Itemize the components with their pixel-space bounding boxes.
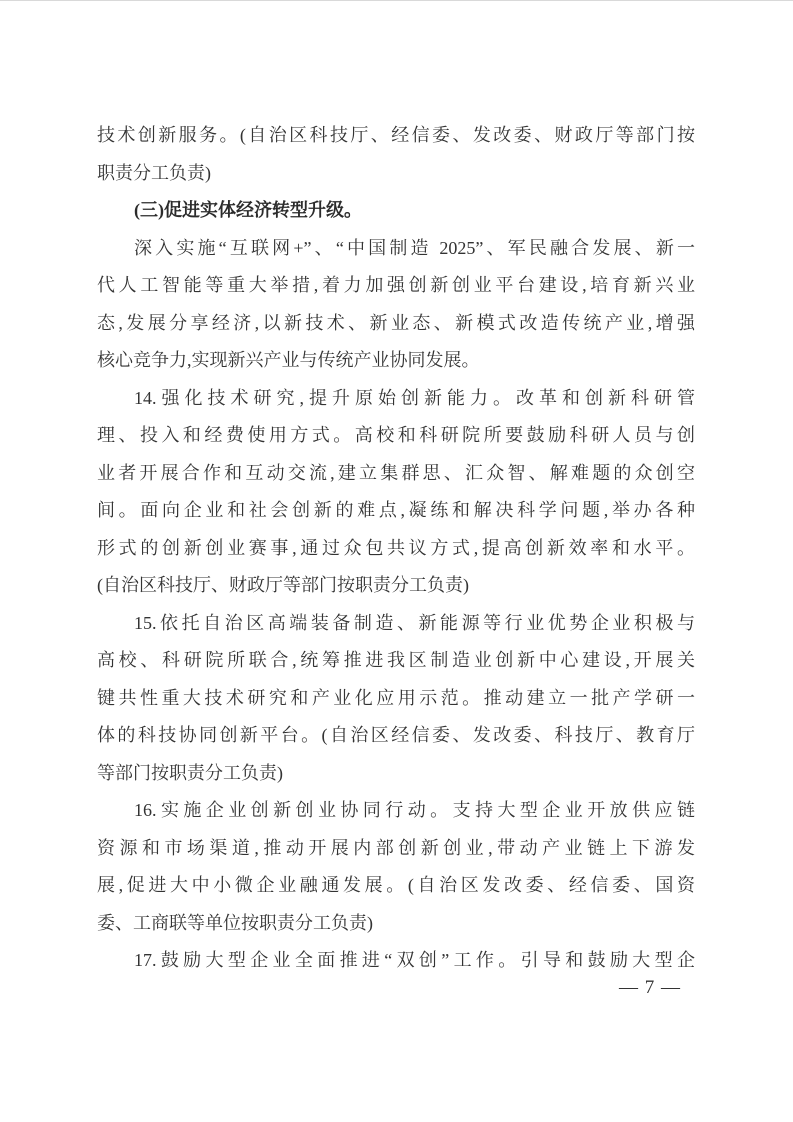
document-body	[97, 117, 695, 980]
item-17	[97, 942, 695, 980]
text-line: 深入实施“互联网+”、“中国制造 2025”、军民融合发展、新一	[134, 237, 695, 258]
section-heading	[97, 192, 695, 230]
text-line: 高校、科研院所联合,统筹推进我区制造业创新中心建设,开展关	[97, 650, 695, 670]
item-16	[97, 792, 695, 942]
text-line: 等部门按职责分工负责)	[97, 762, 283, 783]
text-line: 技术创新服务。(自治区科技厅、经信委、发改委、财政厅等部门按	[97, 125, 695, 145]
text-line: 业者开展合作和互动交流,建立集群思、汇众智、解难题的众创空	[97, 462, 695, 483]
text-line: 代人工智能等重大举措,着力加强创新创业平台建设,培育新兴业	[97, 275, 695, 295]
text-line: 14.强化技术研究,提升原始创新能力。改革和创新科研管	[134, 387, 695, 408]
text-line: (三)促进实体经济转型升级。	[134, 200, 362, 220]
para-intro	[97, 230, 695, 380]
text-line: 键共性重大技术研究和产业化应用示范。推动建立一批产学研一	[97, 687, 695, 708]
text-line: 理、投入和经费使用方式。高校和科研院所要鼓励科研人员与创	[97, 425, 695, 445]
text-line: 形式的创新创业赛事,通过众包共议方式,提高创新效率和水平。	[97, 537, 695, 558]
text-line: 展,促进大中小微企业融通发展。(自治区发改委、经信委、国资	[97, 875, 695, 895]
para-continuation	[97, 117, 695, 192]
text-line: 核心竞争力,实现新兴产业与传统产业协同发展。	[97, 350, 480, 370]
text-line: 体的科技协同创新平台。(自治区经信委、发改委、科技厅、教育厅	[97, 725, 695, 745]
item-15	[97, 605, 695, 793]
text-line: 态,发展分享经济,以新技术、新业态、新模式改造传统产业,增强	[97, 312, 695, 333]
text-line: 15.依托自治区高端装备制造、新能源等行业优势企业积极与	[134, 612, 695, 633]
text-line: (自治区科技厅、财政厅等部门按职责分工负责)	[97, 575, 469, 595]
item-14	[97, 380, 695, 605]
text-line: 资源和市场渠道,推动开展内部创新创业,带动产业链上下游发	[97, 837, 695, 858]
text-line: 17.鼓励大型企业全面推进“双创”工作。引导和鼓励大型企	[134, 950, 695, 970]
text-line: 16.实施企业创新创业协同行动。支持大型企业开放供应链	[134, 800, 695, 820]
text-line: 职责分工负责)	[97, 162, 211, 183]
text-line: 委、工商联等单位按职责分工负责)	[97, 912, 373, 933]
page-number: — 7 —	[619, 977, 681, 998]
scan-edge-line	[0, 0, 793, 1]
text-line: 间。面向企业和社会创新的难点,凝练和解决科学问题,举办各种	[97, 500, 695, 520]
